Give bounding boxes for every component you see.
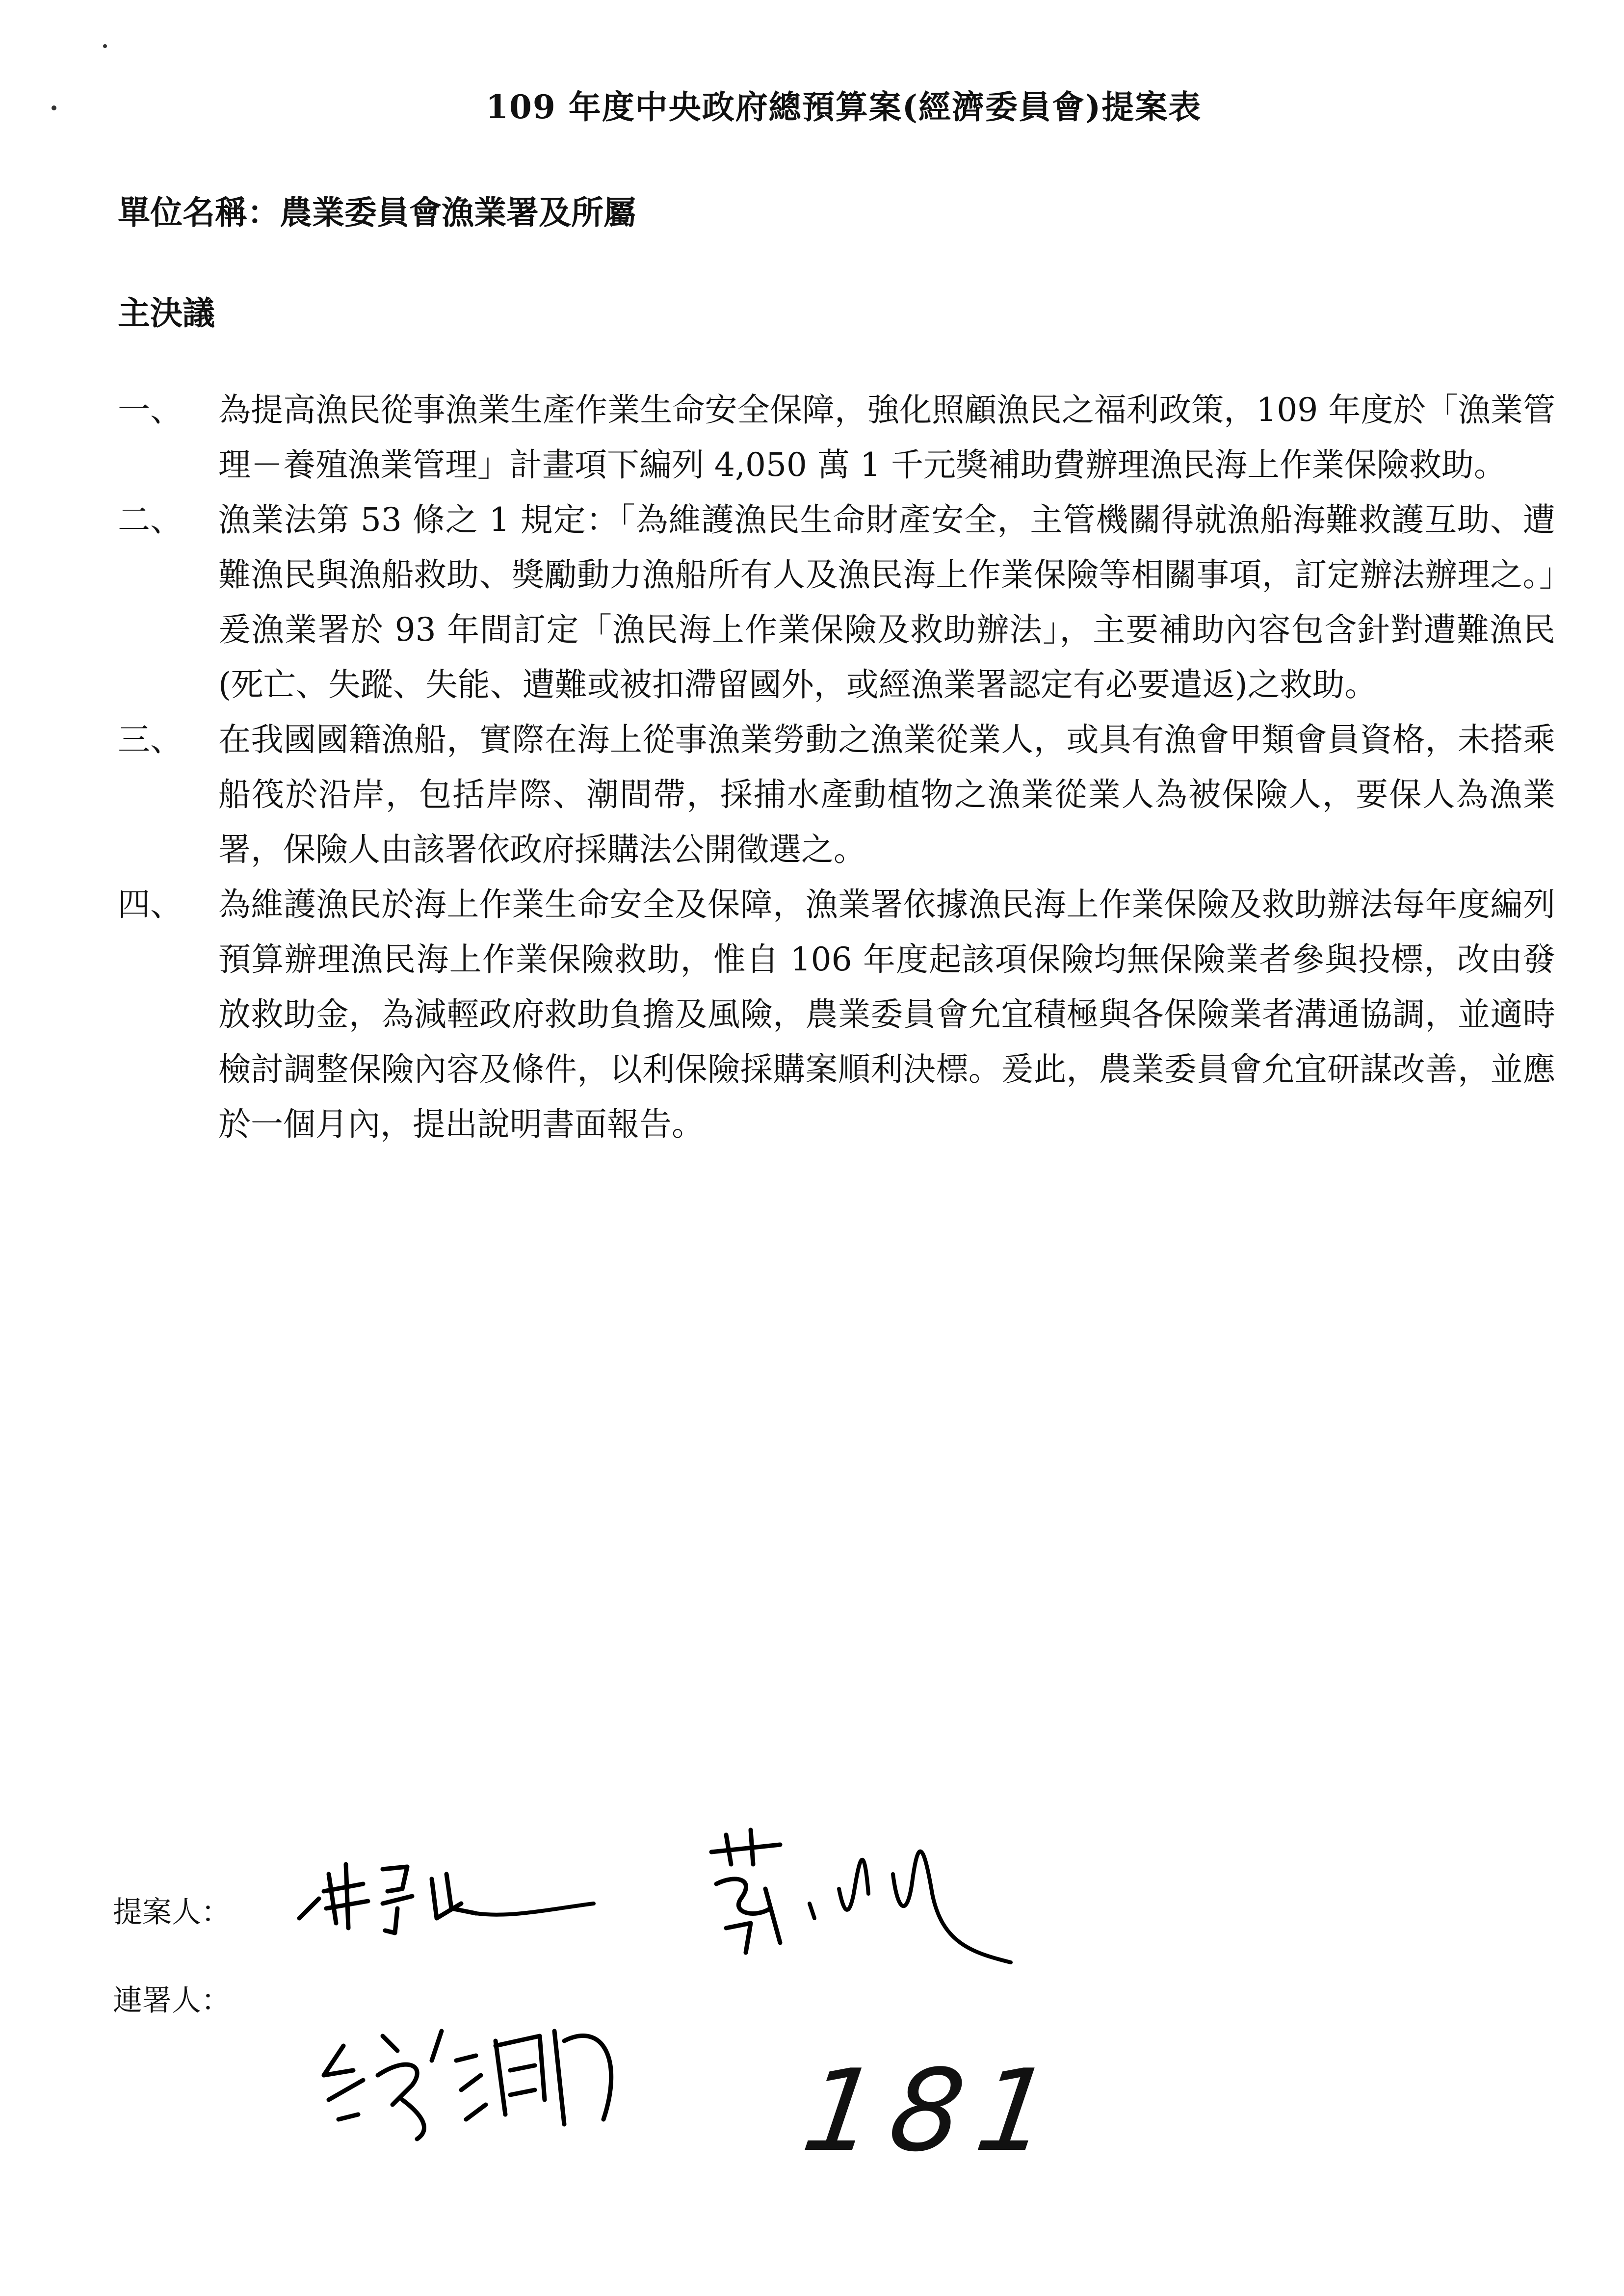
resolution-text: 為提高漁民從事漁業生產作業生命安全保障，強化照顧漁民之福利政策，109 年度於「漁業管理－養殖漁業管理」計畫項下編列 4,050 萬 1 千元獎補助費辦理漁民海上作業保險救助。 bbox=[218, 391, 1555, 484]
resolution-item-4 bbox=[118, 877, 1555, 1152]
resolution-item-2 bbox=[118, 493, 1555, 712]
unit-name: 單位名稱：農業委員會漁業署及所屬 bbox=[118, 193, 636, 232]
section-heading: 主決議 bbox=[118, 294, 215, 332]
cosigner-signature bbox=[309, 2002, 662, 2149]
resolution-number: 四、 bbox=[118, 886, 183, 923]
resolution-item-3 bbox=[118, 712, 1555, 877]
page-number: 181 bbox=[795, 2046, 1074, 2177]
proposer-signature-2 bbox=[697, 1805, 1050, 1982]
resolution-number: 三、 bbox=[118, 721, 183, 758]
scan-speck bbox=[52, 105, 56, 110]
scan-speck bbox=[103, 44, 107, 48]
resolution-item-1 bbox=[118, 383, 1555, 493]
cosigner-label: 連署人： bbox=[113, 1983, 231, 2018]
resolution-text: 為維護漁民於海上作業生命安全及保障，漁業署依據漁民海上作業保險及救助辦法每年度編列預算辦理漁民海上作業保險救助，惟自 106 年度起該項保險均無保險業者參與投標，改由發放救助金，為減輕政府救助負擔及風險，農業委員會允宜積極與各保險業者溝通協調，並適時檢討調整保險內容及條件，以利保險採購案順利決標。爰此，農業委員會允宜研謀改善，並應於一個月內，提出說明書面報告。 bbox=[218, 886, 1555, 1143]
proposer-signature-1 bbox=[289, 1845, 603, 1943]
document-title: 109 年度中央政府總預算案(經濟委員會)提案表 bbox=[486, 88, 1202, 126]
proposer-label: 提案人： bbox=[113, 1895, 231, 1930]
resolution-number: 二、 bbox=[118, 501, 183, 539]
resolution-text: 漁業法第 53 條之 1 規定：「為維護漁民生命財產安全，主管機關得就漁船海難救護互助、遭難漁民與漁船救助、獎勵動力漁船所有人及漁民海上作業保險等相關事項，訂定辦法辦理之。」爰漁業署於 93 年間訂定「漁民海上作業保險及救助辦法」，主要補助內容包含針對遭難漁民(死亡、失蹤、失能、遭難或被扣滯留國外，或經漁業署認定有必要遣返)之救助。 bbox=[218, 501, 1555, 704]
resolution-number: 一、 bbox=[118, 391, 183, 429]
resolution-text: 在我國國籍漁船，實際在海上從事漁業勞動之漁業從業人，或具有漁會甲類會員資格，未搭乘船筏於沿岸，包括岸際、潮間帶，採捕水產動植物之漁業從業人為被保險人，要保人為漁業署，保險人由該署依政府採購法公開徵選之。 bbox=[218, 721, 1555, 868]
resolution-list bbox=[118, 383, 1555, 1152]
